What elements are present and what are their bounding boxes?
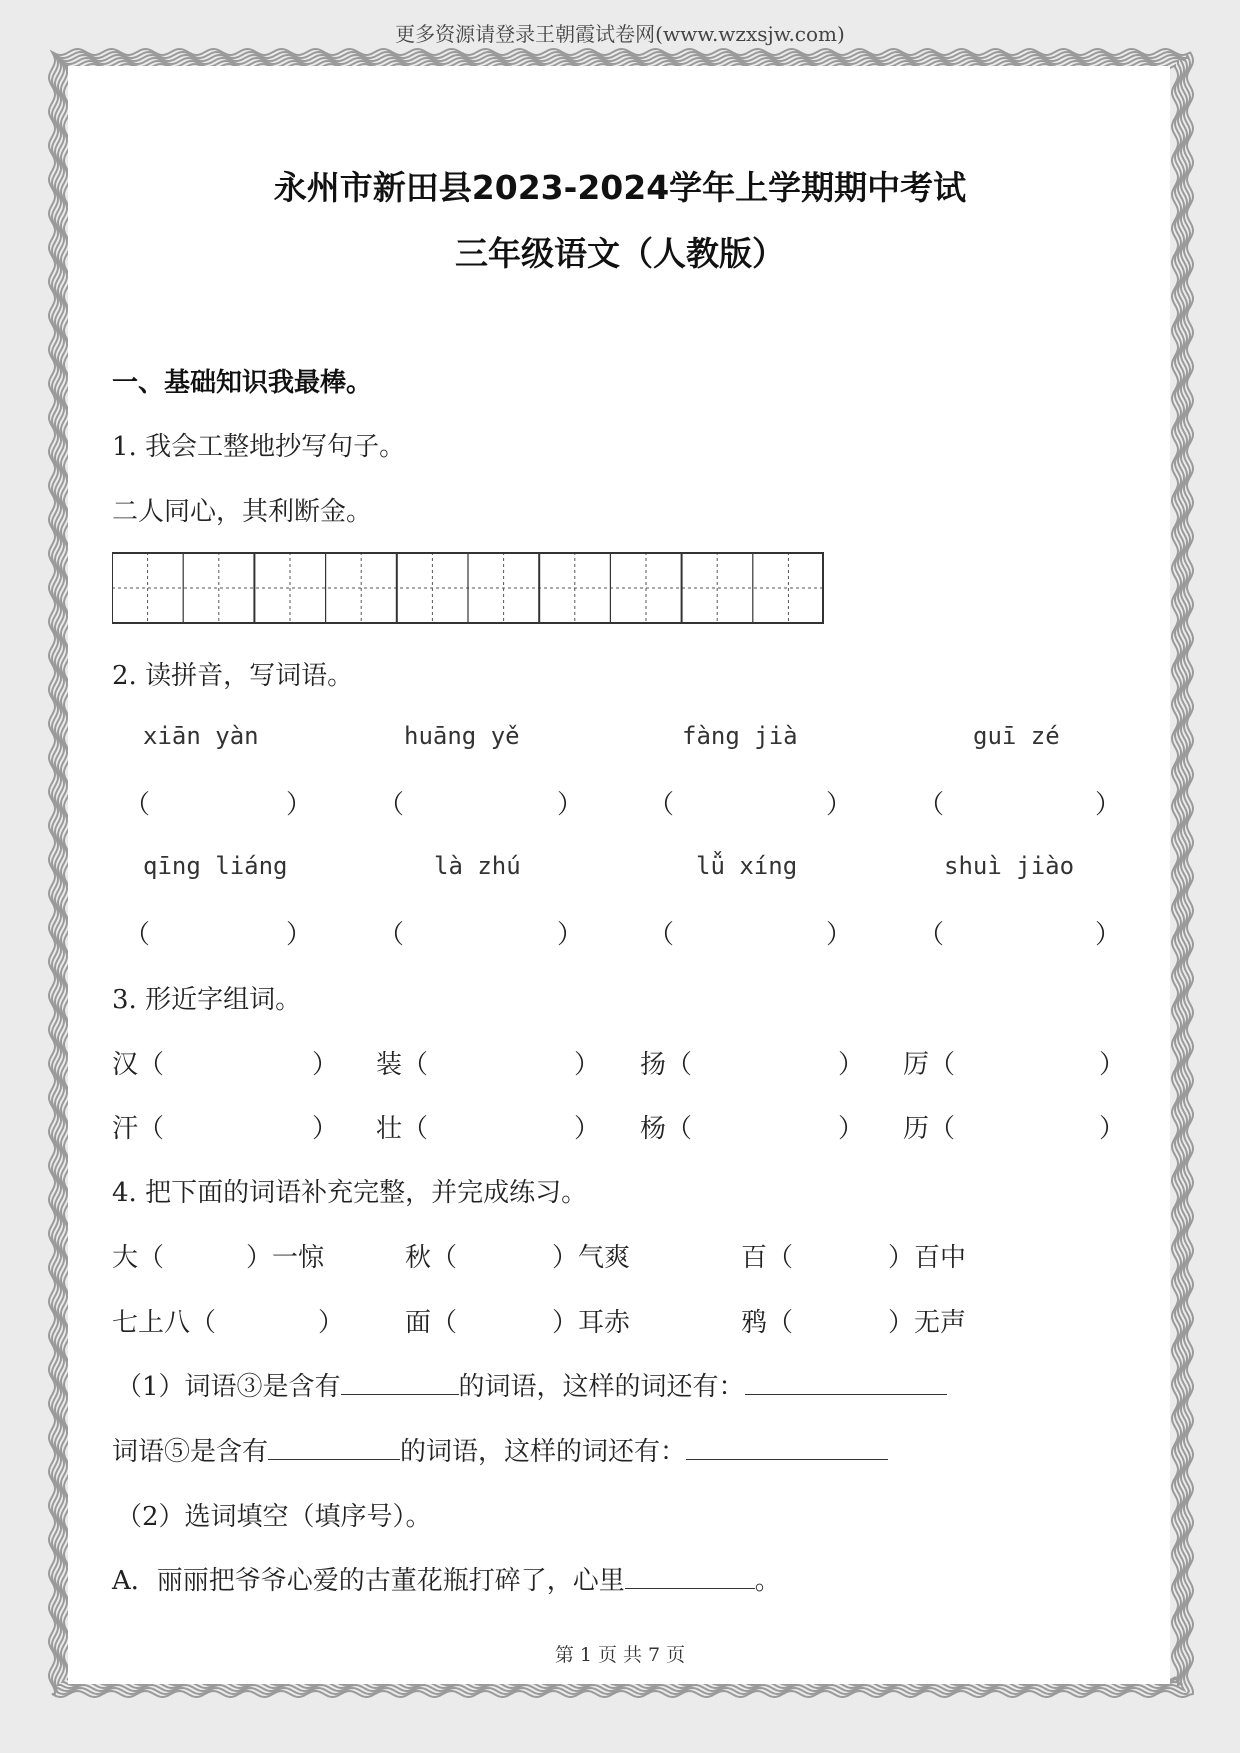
- subquestion-2: （2）选词填空（填序号）。: [116, 1502, 432, 1532]
- idiom-suffix: ）百中: [888, 1243, 967, 1273]
- char-item: 扬（: [640, 1050, 693, 1080]
- subquestion-1-text: 的词语，这样的词还有：: [400, 1437, 687, 1467]
- fill-item-text: A．丽丽把爷爷心爱的古董花瓶打碎了，心里: [112, 1566, 625, 1596]
- answer-close-paren: ）: [1099, 1050, 1126, 1080]
- idiom-prefix: 大（: [112, 1243, 165, 1273]
- question-1-prompt: 1. 我会工整地抄写句子。: [112, 432, 406, 462]
- answer-close-paren: ）: [1099, 1114, 1126, 1144]
- answer-open-paren: （: [648, 920, 675, 950]
- answer-open-paren: （: [648, 790, 675, 820]
- answer-open-paren: （: [378, 790, 405, 820]
- char-item: 壮（: [376, 1114, 429, 1144]
- char-item: 杨（: [640, 1114, 693, 1144]
- answer-close-paren: ）: [574, 1050, 601, 1080]
- idiom-suffix: ）无声: [888, 1308, 967, 1338]
- idiom-suffix: ）一惊: [246, 1243, 325, 1273]
- subquestion-1-text: （1）词语③是含有: [116, 1372, 341, 1402]
- copy-sentence: 二人同心，其利断金。: [112, 497, 373, 527]
- question-3-prompt: 3. 形近字组词。: [112, 985, 302, 1015]
- exam-title: 永州市新田县2023-2024学年上学期期中考试: [273, 168, 967, 207]
- answer-close-paren: ）: [1095, 790, 1122, 820]
- answer-blank[interactable]: [268, 1433, 400, 1460]
- fill-item-text: 。: [754, 1566, 781, 1596]
- idiom-prefix: 秋（: [405, 1243, 458, 1273]
- subquestion-1-text: 的词语，这样的词还有：: [458, 1372, 745, 1402]
- pinyin-item: huāng yě: [404, 722, 520, 750]
- answer-blank[interactable]: [686, 1433, 888, 1460]
- writing-grid[interactable]: [112, 552, 824, 624]
- answer-close-paren: ）: [312, 1114, 339, 1144]
- answer-close-paren: ）: [826, 790, 853, 820]
- site-header: 更多资源请登录王朝霞试卷网(www.wzxsjw.com): [395, 22, 845, 46]
- answer-close-paren: ）: [838, 1114, 865, 1144]
- page-footer: 第 1 页 共 7 页: [554, 1644, 686, 1666]
- char-item: 装（: [376, 1050, 429, 1080]
- answer-open-paren: （: [378, 920, 405, 950]
- pinyin-item: shuì jiào: [944, 852, 1075, 880]
- exam-subtitle: 三年级语文（人教版）: [455, 234, 785, 273]
- answer-open-paren: （: [124, 790, 151, 820]
- char-item: 历（: [903, 1114, 956, 1144]
- answer-close-paren: ）: [557, 790, 584, 820]
- answer-close-paren: ）: [826, 920, 853, 950]
- answer-close-paren: ）: [838, 1050, 865, 1080]
- answer-close-paren: ）: [1095, 920, 1122, 950]
- pinyin-item: fàng jià: [682, 722, 798, 750]
- answer-close-paren: ）: [286, 790, 313, 820]
- answer-close-paren: ）: [557, 920, 584, 950]
- answer-close-paren: ）: [286, 920, 313, 950]
- answer-open-paren: （: [918, 790, 945, 820]
- idiom-prefix: 七上八（: [112, 1308, 217, 1338]
- answer-blank[interactable]: [745, 1368, 947, 1395]
- answer-open-paren: （: [124, 920, 151, 950]
- char-item: 厉（: [903, 1050, 956, 1080]
- subquestion-1-cont: [112, 1431, 888, 1468]
- pinyin-item: qīng liáng: [143, 852, 288, 880]
- idiom-suffix: ）耳赤: [552, 1308, 631, 1338]
- pinyin-item: guī zé: [973, 722, 1060, 750]
- answer-open-paren: （: [918, 920, 945, 950]
- idiom-suffix: ）: [318, 1308, 345, 1338]
- idiom-suffix: ）气爽: [552, 1243, 631, 1273]
- question-4-prompt: 4. 把下面的词语补充完整，并完成练习。: [112, 1178, 588, 1208]
- idiom-prefix: 面（: [405, 1308, 458, 1338]
- pinyin-item: lǚ xíng: [696, 852, 798, 880]
- subquestion-1-text: 词语⑤是含有: [112, 1437, 269, 1467]
- char-item: 汗（: [112, 1114, 165, 1144]
- section-heading: 一、基础知识我最棒。: [112, 368, 373, 398]
- fill-item-a: [112, 1560, 781, 1597]
- question-2-prompt: 2. 读拼音，写词语。: [112, 661, 354, 691]
- answer-blank[interactable]: [625, 1562, 755, 1589]
- answer-close-paren: ）: [574, 1114, 601, 1144]
- pinyin-item: là zhú: [434, 852, 521, 880]
- idiom-prefix: 百（: [741, 1243, 794, 1273]
- char-item: 汉（: [112, 1050, 165, 1080]
- subquestion-1: [116, 1366, 947, 1403]
- answer-close-paren: ）: [312, 1050, 339, 1080]
- pinyin-item: xiān yàn: [143, 722, 259, 750]
- answer-blank[interactable]: [341, 1368, 459, 1395]
- idiom-prefix: 鸦（: [741, 1308, 794, 1338]
